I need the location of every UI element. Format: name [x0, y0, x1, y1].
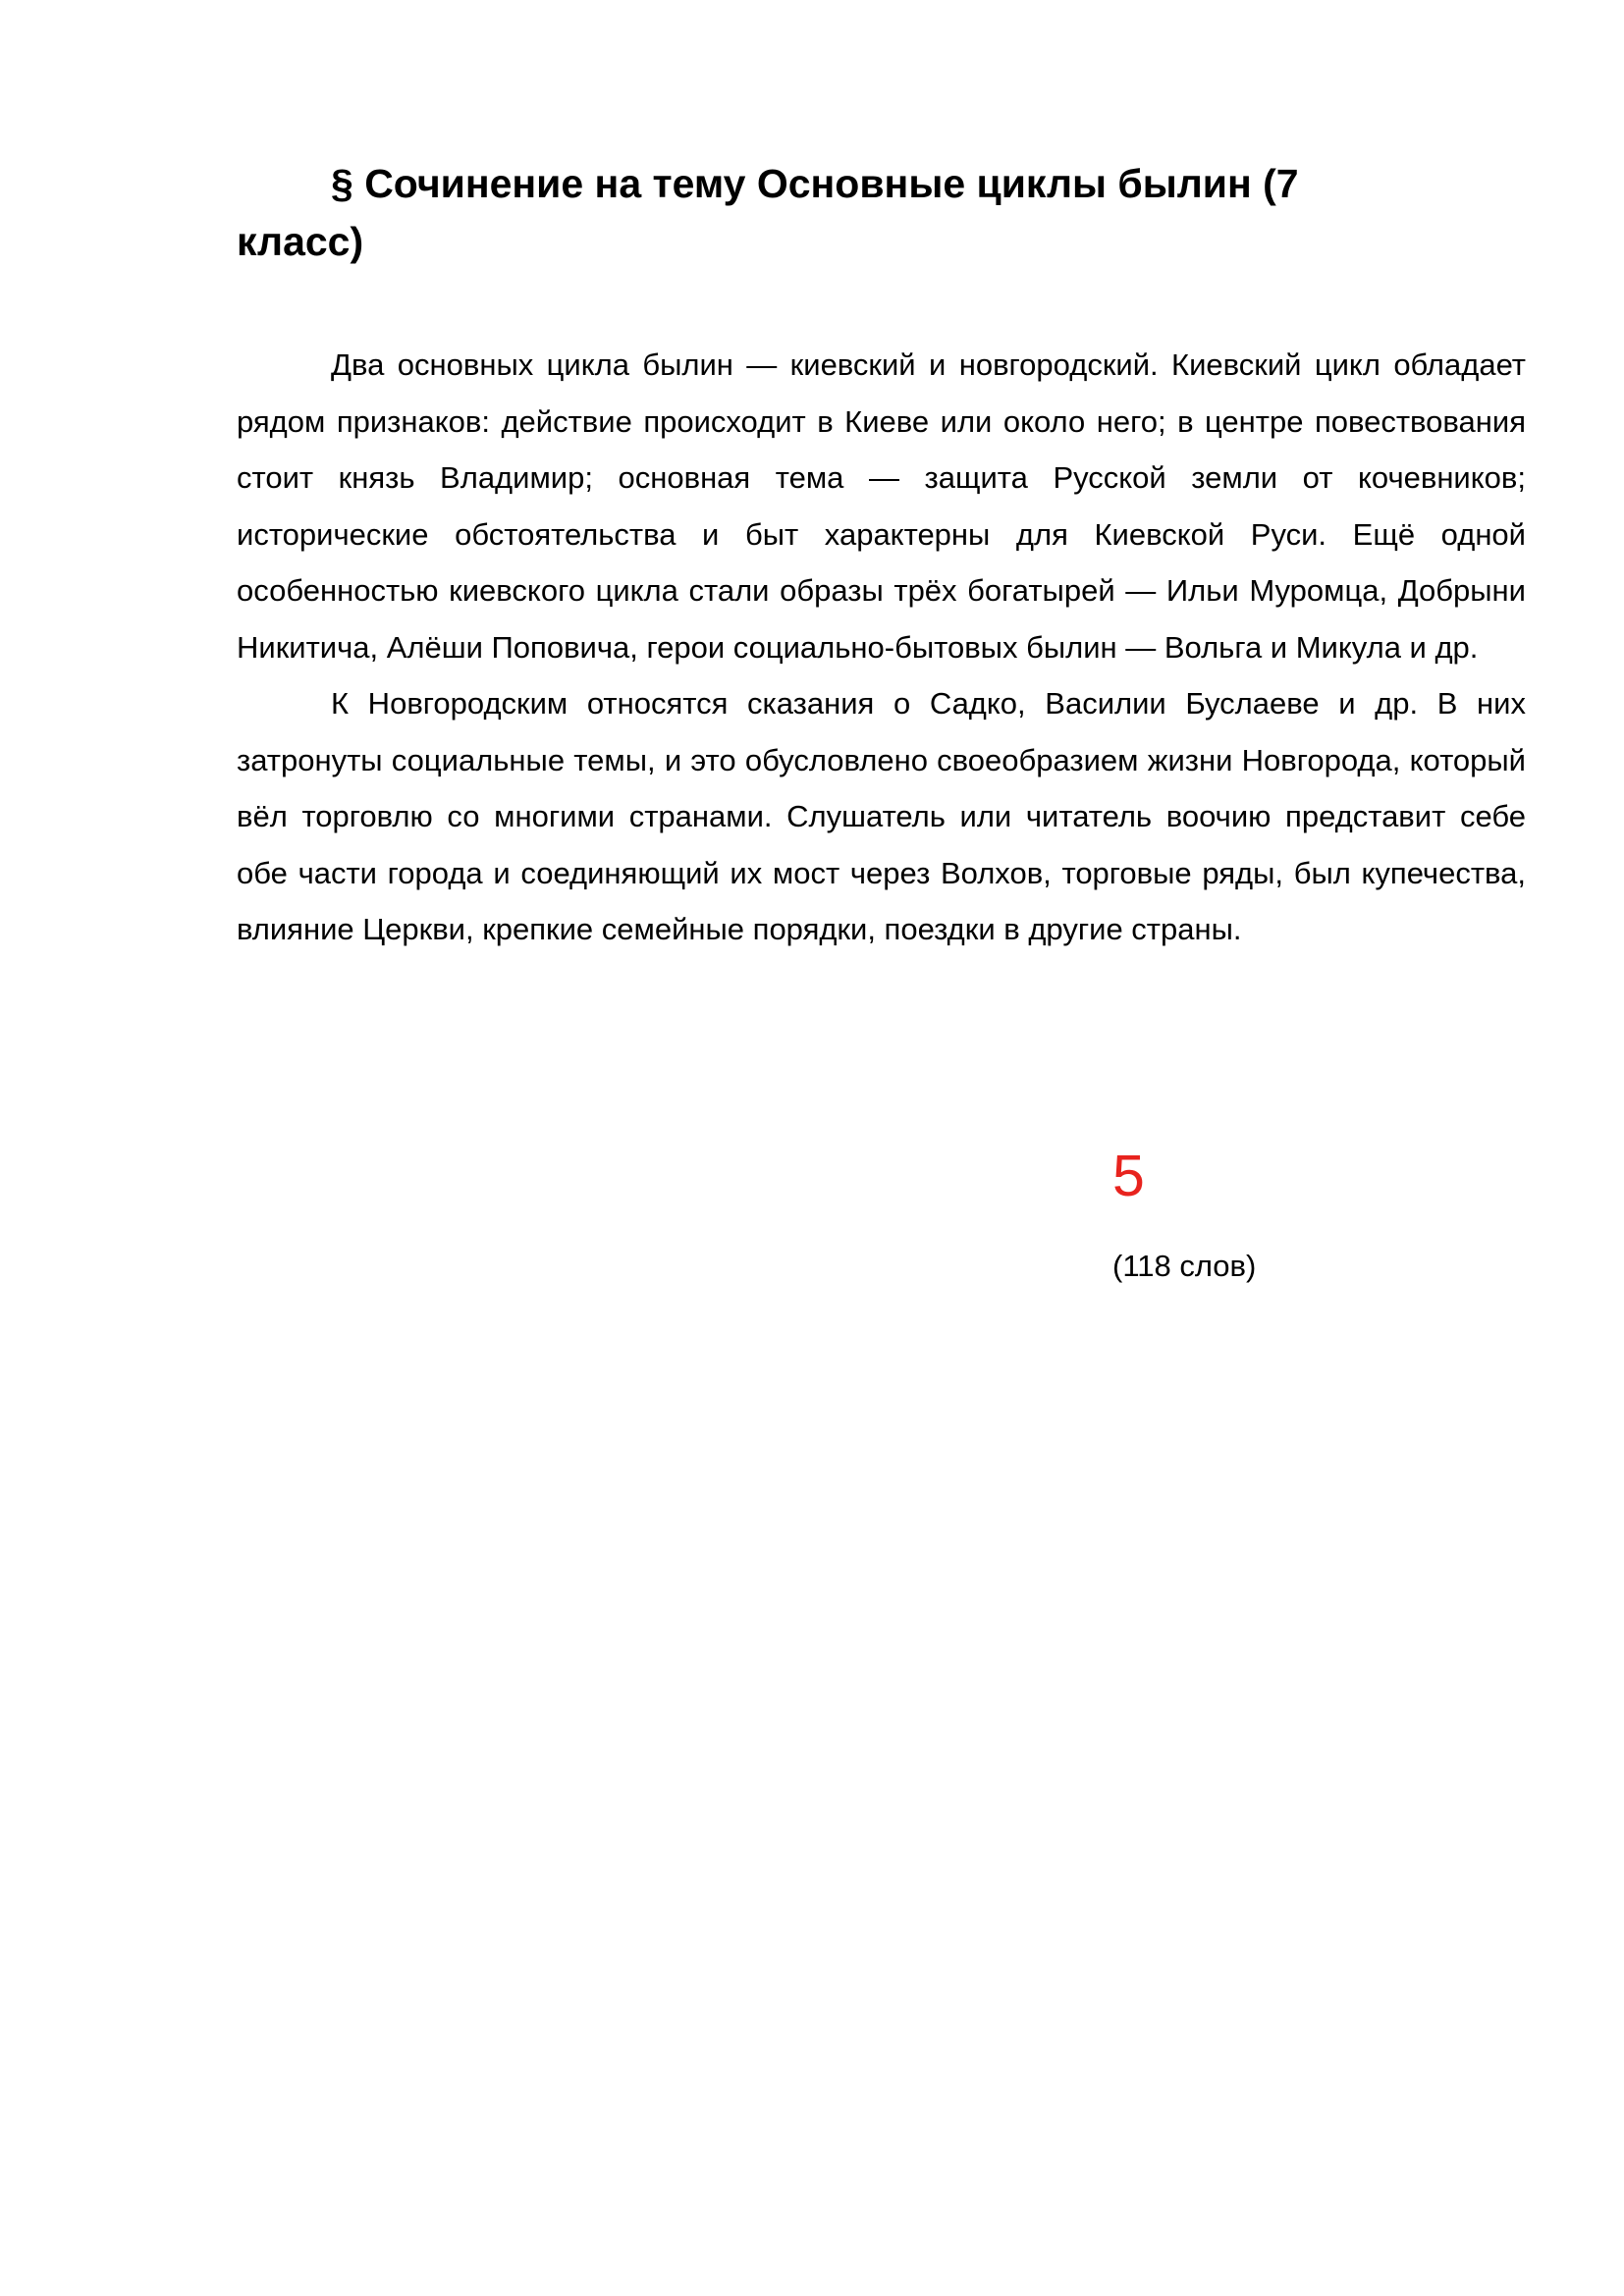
- grade-mark: 5: [1112, 1144, 1145, 1208]
- document-body: [237, 337, 1526, 958]
- paragraph-novgorod-cycle: К Новгородским относятся сказания о Садко, Василии Буслаеве и др. В них затронуты социальные темы, и это обусловлено своеобразием жизни Новгорода, который вёл торговлю со многими странами. Слушатель или читатель воочию представит себе обе части города и соединяющий их мост через Волхов, торговые ряды, был купечества, влияние Церкви, крепкие семейные порядки, поездки в другие страны.: [237, 686, 1526, 946]
- word-count: (118 слов): [1112, 1249, 1257, 1283]
- document-title: § Сочинение на тему Основные циклы былин (7 класс): [237, 161, 1299, 264]
- paragraph-kiev-cycle: Два основных цикла былин — киевский и новгородский. Киевский цикл обладает рядом признаков: действие происходит в Киеве или около него; в центре повествования стоит князь Владимир; основная тема — защита Русской земли от кочевников; исторические обстоятельства и быт характерны для Киевской Руси. Ещё одной особенностью киевского цикла стали образы трёх богатырей — Ильи Муромца, Добрыни Никитича, Алёши Поповича, герои социально-бытовых былин — Вольга и Микула и др.: [237, 347, 1526, 665]
